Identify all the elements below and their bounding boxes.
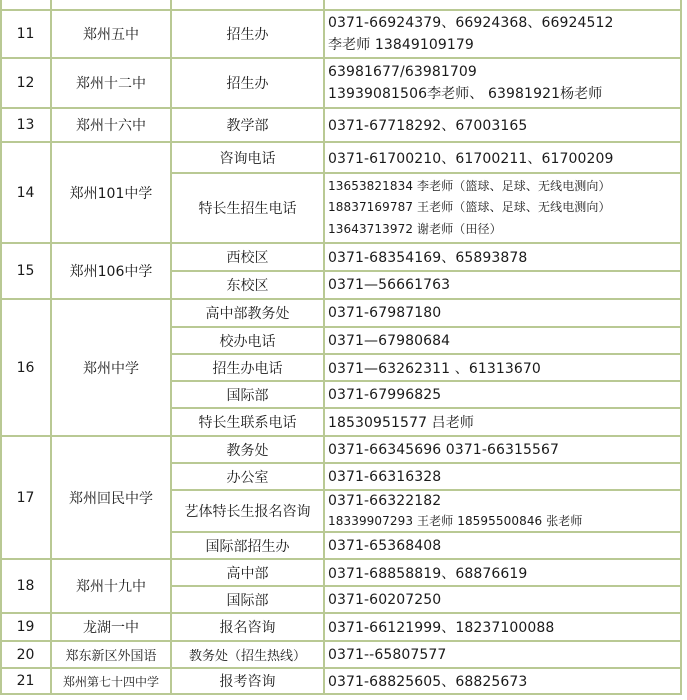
phone-line: 13653821834 李老师（篮球、足球、无线电测向）: [328, 178, 611, 193]
school-name: 郑东新区外国语: [65, 649, 157, 664]
row-number: 15: [16, 263, 35, 279]
department: 西校区: [226, 250, 269, 266]
column-divider: [170, 0, 172, 695]
subrow-divider: [170, 489, 682, 491]
department: 校办电话: [219, 333, 276, 350]
table-border-bottom: [0, 693, 682, 695]
department: 国际部: [226, 592, 269, 609]
row-number: 18: [16, 578, 35, 594]
row-number: 12: [16, 75, 35, 91]
phone-line: 18339907293 王老师 18595500846 张老师: [328, 514, 583, 528]
phone-line: 63981677/63981709: [328, 64, 477, 80]
subrow-divider: [170, 531, 682, 533]
subrow-divider: [170, 326, 682, 328]
department: 教务处: [226, 442, 269, 459]
subrow-divider: [170, 462, 682, 464]
department: 特长生联系电话: [198, 415, 297, 431]
school-name: 郑州十九中: [76, 579, 146, 595]
row-divider: [0, 107, 682, 109]
department: 特长生招生电话: [198, 201, 297, 217]
phone-cell: [324, 58, 681, 108]
phone-cell: [324, 10, 681, 58]
department: 高中部: [226, 565, 269, 582]
school-name: 郑州十二中: [76, 76, 146, 92]
department: 教学部: [226, 118, 269, 134]
phone-cell: 0371—56661763: [328, 277, 451, 293]
department: 艺体特长生报名咨询: [184, 504, 311, 520]
school-name: 郑州第七十四中学: [62, 674, 159, 689]
school-name: 郑州十六中: [76, 118, 146, 134]
phone-cell: 18530951577 吕老师: [328, 415, 474, 431]
table-border-right: [680, 0, 682, 695]
column-divider: [50, 0, 52, 695]
school-name: 郑州回民中学: [69, 490, 153, 507]
phone-line: 0371-66322182: [328, 493, 442, 509]
school-name: 郑州中学: [83, 360, 139, 377]
department: 国际部: [226, 387, 269, 404]
column-divider: [323, 0, 325, 695]
row-divider: [0, 640, 682, 642]
department: 报考咨询: [219, 674, 276, 690]
phone-cell: 0371-65368408: [328, 537, 442, 554]
row-divider: [0, 9, 682, 11]
department: 招生办: [226, 27, 269, 43]
row-number: 11: [16, 26, 35, 42]
department: 招生办: [226, 76, 269, 92]
subrow-divider: [170, 353, 682, 355]
row-number: 21: [16, 673, 35, 689]
phone-line: 13939081506李老师、 63981921杨老师: [328, 86, 603, 102]
school-name: 郑州101中学: [69, 185, 153, 202]
phone-cell: 0371-61700210、61700211、61700209: [328, 150, 614, 167]
row-divider: [0, 141, 682, 143]
department: 咨询电话: [219, 150, 276, 167]
department: 办公室: [226, 469, 269, 486]
row-number: 16: [16, 359, 35, 376]
phone-line: 李老师 13849109179: [328, 37, 474, 53]
department: 招生办电话: [212, 360, 283, 377]
department: 教务处（招生热线）: [188, 649, 306, 664]
phone-cell: 0371--65807577: [328, 646, 447, 663]
row-number: 13: [16, 117, 35, 133]
phone-cell: 0371—67980684: [328, 332, 451, 349]
phone-line: 0371-66924379、66924368、66924512: [328, 15, 614, 31]
phone-cell: 0371-67996825: [328, 386, 442, 403]
row-number: 20: [16, 646, 35, 663]
row-divider: [0, 435, 682, 437]
phone-cell: [324, 173, 681, 243]
phone-cell: 0371-68354169、65893878: [328, 250, 528, 266]
table-border-left: [0, 0, 2, 695]
row-divider: [0, 558, 682, 560]
row-divider: [0, 667, 682, 669]
subrow-divider: [170, 380, 682, 382]
phone-cell: 0371—63262311 、61313670: [328, 360, 541, 377]
phone-cell: 0371-66316328: [328, 468, 442, 485]
phone-cell: [324, 490, 681, 532]
phone-cell: 0371-68825605、68825673: [328, 674, 528, 690]
subrow-divider: [170, 270, 682, 272]
phone-cell: 0371-67718292、67003165: [328, 118, 528, 134]
row-divider: [0, 612, 682, 614]
row-divider: [0, 242, 682, 244]
subrow-divider: [170, 585, 682, 587]
phone-line: 18837169787 王老师（篮球、足球、无线电测向）: [328, 200, 611, 215]
phone-cell: 0371-67987180: [328, 305, 442, 321]
phone-cell: 0371-68858819、68876619: [328, 565, 528, 582]
row-number: 14: [16, 184, 35, 201]
row-number: 19: [16, 619, 35, 635]
phone-line: 13643713972 谢老师（田径）: [328, 221, 502, 236]
phone-cell: 0371-60207250: [328, 591, 442, 608]
department: 高中部教务处: [205, 306, 290, 322]
subrow-divider: [170, 407, 682, 409]
department: 东校区: [226, 278, 269, 294]
school-name: 郑州106中学: [69, 264, 153, 280]
phone-cell: 0371-66345696 0371-66315567: [328, 441, 560, 458]
row-divider: [0, 298, 682, 300]
department: 国际部招生办: [205, 538, 290, 555]
department: 报名咨询: [219, 620, 276, 636]
school-name: 郑州五中: [83, 27, 139, 43]
phone-cell: 0371-66121999、18237100088: [328, 620, 555, 636]
row-number: 17: [16, 489, 35, 506]
school-name: 龙湖一中: [83, 620, 139, 636]
subrow-divider: [170, 172, 682, 174]
row-divider: [0, 57, 682, 59]
